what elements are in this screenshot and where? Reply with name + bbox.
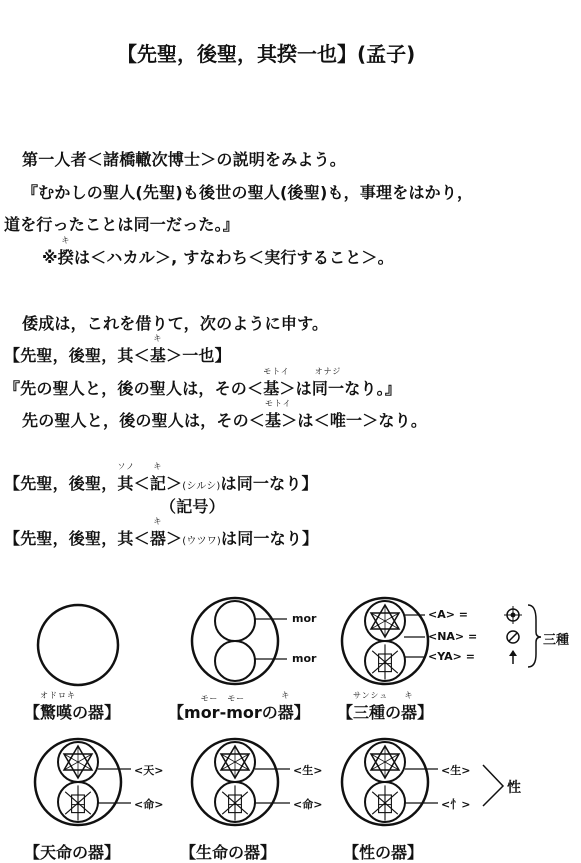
fig3-label-a: <A> = <box>428 608 468 621</box>
intro-line-1: 第一人者＜諸橋轍次博士＞の説明をみよう。 <box>22 150 347 169</box>
ruby-text: キ <box>404 691 414 700</box>
note-mark: ※ <box>42 248 58 267</box>
ruby-kanji <box>401 691 418 723</box>
intro-line-3: 道を行ったことは同一だった。』 <box>4 215 240 234</box>
text-span: 】 <box>104 703 121 722</box>
figure-heaven-mandate-vessel <box>35 739 131 825</box>
ruby-text: サンシュ <box>353 691 389 700</box>
fig2-label-bottom: mor <box>292 652 317 665</box>
text-span: の <box>385 703 402 722</box>
hexagram-icon <box>371 605 399 637</box>
ruby-base: 記 <box>149 474 167 493</box>
figure-life-vessel <box>192 739 290 825</box>
text-span: ＞一也】 <box>166 346 231 365</box>
text-span: 器 <box>88 703 105 722</box>
intro-line-2: 『むかしの聖人(先聖)も後世の聖人(後聖)も，事理をはかり， <box>22 183 474 202</box>
ruby-base: 器 <box>401 703 418 722</box>
ruby-base: 基 <box>149 346 167 365</box>
ruby-text: ソノ <box>117 462 136 471</box>
ruby-text: モー モー <box>200 694 246 703</box>
text-span: ＜ <box>133 474 150 493</box>
arrow-up-icon <box>509 650 517 664</box>
small-reading: (シルシ) <box>182 481 221 492</box>
fig4-label-top: <天> <box>134 764 164 777</box>
ruby-text: オナジ <box>314 367 342 376</box>
ruby-base: 驚嘆 <box>40 703 73 722</box>
fig4-label-bottom: <命> <box>134 798 164 811</box>
lower-circle <box>215 641 255 681</box>
fig6-caption: 【性の器】 <box>343 843 424 862</box>
ruby-base: 器 <box>149 529 167 548</box>
fig2-caption <box>168 691 310 723</box>
text-span: なり。』 <box>344 379 402 398</box>
ruby-kanji <box>184 694 262 722</box>
fig5-label-top: <生> <box>293 764 323 777</box>
text-span: 【先聖，後聖，其＜ <box>4 346 150 365</box>
ruby-text: キ <box>153 462 163 471</box>
text-span: は同一なり】 <box>221 529 319 548</box>
figure-nature-vessel <box>342 739 503 825</box>
outer-circle <box>38 605 118 685</box>
fig6-label-top: <生> <box>441 764 471 777</box>
hexagram-icon <box>221 746 249 778</box>
hexagram-icon <box>64 746 92 778</box>
fig3-label-ya: <YA> = <box>428 650 475 663</box>
ruby-base: 揆 <box>57 248 74 267</box>
cross-icon <box>372 644 398 679</box>
text-span: 【先聖，後聖， <box>4 474 118 493</box>
fig1-caption <box>24 691 121 723</box>
ruby-text: キ <box>153 517 163 526</box>
text-span: 【 <box>24 703 41 722</box>
text-span: 【 <box>337 703 354 722</box>
fig5-caption: 【生命の器】 <box>180 843 277 862</box>
fig5-label-bottom: <命> <box>293 798 323 811</box>
ruby-text: キ <box>281 691 291 700</box>
angle-bracket-icon <box>483 765 503 806</box>
hexagram-icon <box>371 746 399 778</box>
fig2-label-top: mor <box>292 612 317 625</box>
upper-circle <box>215 601 255 641</box>
brace-icon <box>528 605 541 667</box>
text-span: 】 <box>293 703 310 722</box>
text-span: ＞は＜唯一＞なり。 <box>281 411 428 430</box>
ruby-text: キ <box>153 334 163 343</box>
figure-mor-mor-vessel <box>192 598 287 684</box>
ruby-text: モトイ <box>265 399 292 408</box>
text-span: 【先聖，後聖，其＜ <box>4 529 150 548</box>
fig3-label-na: <NA> = <box>428 630 478 643</box>
sun-symbol-icon <box>504 606 522 624</box>
ruby-base: 基 <box>265 411 282 430</box>
page-title: 【先聖，後聖，其揆一也】(孟子) <box>117 42 416 66</box>
text-span: ＞ <box>166 474 183 493</box>
ruby-base: 三種 <box>353 703 386 722</box>
text-span: の <box>72 703 89 722</box>
fig6-label-bottom: <忄> <box>441 798 471 811</box>
section3-sub: （記号） <box>160 497 225 516</box>
ruby-base: 器 <box>277 703 294 722</box>
cross-icon <box>65 785 91 820</box>
text-span: 先の聖人と，後の聖人は，その＜ <box>22 411 266 430</box>
text-span: ＞ <box>166 529 183 548</box>
note-text: は＜ハカル＞, すなわち＜実行すること＞。 <box>73 248 394 267</box>
slash-circle-icon <box>507 631 519 643</box>
ruby-text: キ <box>61 236 71 245</box>
text-span: ＞は <box>279 379 312 398</box>
ruby-base: 同一 <box>311 379 345 398</box>
text-span: は同一なり】 <box>220 474 318 493</box>
ruby-base: mor-mor <box>184 703 262 722</box>
text-span: 】 <box>417 703 434 722</box>
small-reading: (ウツワ) <box>182 536 222 547</box>
ruby-kanji <box>40 691 77 723</box>
section2-line-1: 倭成は，これを借りて，次のように申す。 <box>22 314 329 333</box>
text-span: 【 <box>168 703 185 722</box>
fig3-brace-label: 三種 <box>543 633 570 648</box>
cross-icon <box>222 785 248 820</box>
figure-wonder-vessel <box>38 605 118 685</box>
text-span: の <box>261 703 278 722</box>
fig3-caption <box>337 691 434 723</box>
ruby-base: 基 <box>263 379 280 398</box>
ruby-base: 其 <box>117 474 134 493</box>
fig6-brace-label: 性 <box>507 780 521 796</box>
cross-icon <box>372 785 398 820</box>
ruby-kanji <box>277 691 294 723</box>
ruby-kanji <box>353 691 389 723</box>
ruby-text: モトイ <box>263 367 290 376</box>
ruby-text: オドロキ <box>40 691 77 700</box>
fig4-caption: 【天命の器】 <box>24 843 121 862</box>
text-span: 『先の聖人と，後の聖人は，その＜ <box>4 379 264 398</box>
